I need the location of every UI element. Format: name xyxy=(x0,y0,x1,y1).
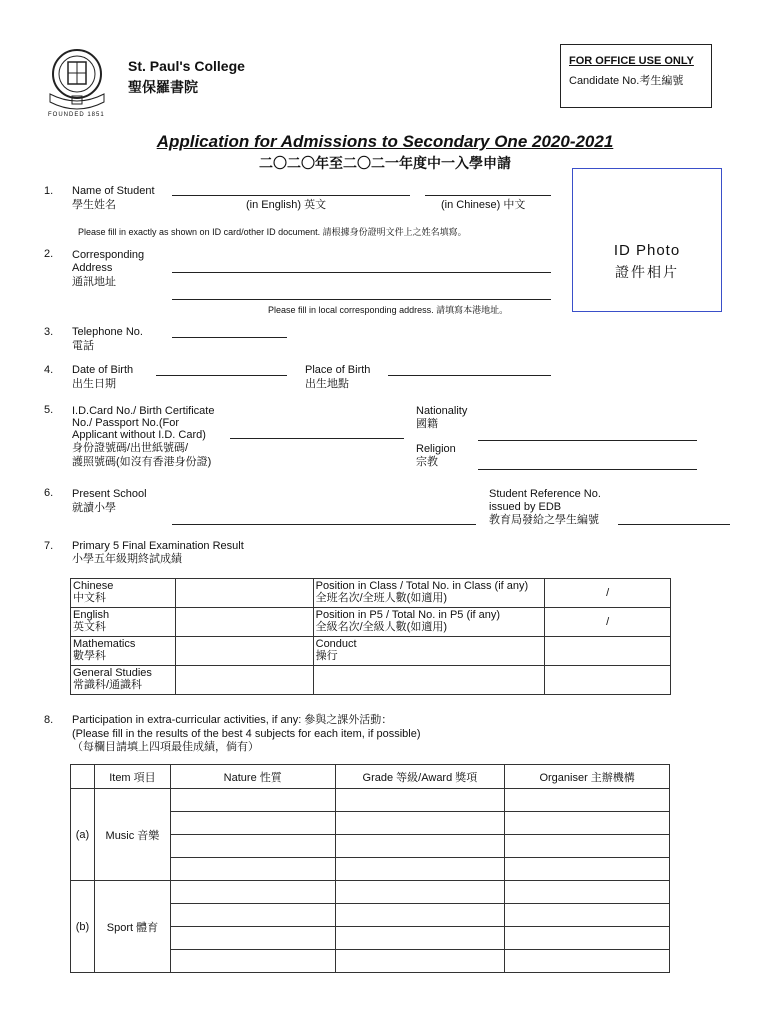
religion-field[interactable] xyxy=(478,469,697,470)
conduct-label-en: Conduct xyxy=(315,638,357,650)
subject-zh: 英文科 xyxy=(73,621,106,633)
header-nature: Nature 性質 xyxy=(170,765,335,789)
organiser-cell[interactable] xyxy=(505,835,670,858)
q1-label-en: Name of Student xyxy=(72,185,155,197)
grade-cell[interactable] xyxy=(335,881,505,904)
form-title-en: Application for Admissions to Secondary One 2020-2021 xyxy=(156,132,614,151)
table-row xyxy=(71,608,671,637)
q6-label-en: Present School xyxy=(72,488,147,500)
grade-cell[interactable] xyxy=(335,858,505,881)
score-cell[interactable] xyxy=(175,608,313,637)
table-row xyxy=(71,637,671,666)
q5-label-1: I.D.Card No./ Birth Certificate xyxy=(72,405,215,417)
organiser-cell[interactable] xyxy=(505,858,670,881)
ref-label-3: 教育局發給之學生編號 xyxy=(489,514,599,526)
subject-zh: 中文科 xyxy=(73,592,106,604)
q8-label-2: (Please fill in the results of the best 4 subjects for each item, if possible) xyxy=(72,728,421,740)
q5-label-2: No./ Passport No.(For xyxy=(72,417,179,429)
table-row xyxy=(71,789,670,812)
form-title-zh: 二〇二〇年至二〇二一年度中一入學申請 xyxy=(259,155,511,171)
nature-cell[interactable] xyxy=(170,881,335,904)
q7-label-zh: 小學五年級期終試成績 xyxy=(72,553,182,565)
name-english-field[interactable] xyxy=(172,195,410,196)
q2-label-1: Corresponding xyxy=(72,249,145,261)
school-name-en: St. Paul's College xyxy=(128,58,245,74)
pob-label-zh: 出生地點 xyxy=(305,378,349,390)
score-cell[interactable] xyxy=(175,666,313,695)
candidate-no-label: Candidate No.考生編號 xyxy=(569,75,684,87)
nationality-label-zh: 國籍 xyxy=(416,418,438,430)
q4-number: 4. xyxy=(44,364,54,376)
score-cell[interactable] xyxy=(175,637,313,666)
q1-label-zh: 學生姓名 xyxy=(72,199,116,211)
q4-label-zh: 出生日期 xyxy=(72,378,116,390)
position-label-zh: 全班名次/全班人數(如適用) xyxy=(315,592,448,604)
position-value: / xyxy=(606,616,610,628)
q5-label-4: 身份證號碼/出世紙號碼/ xyxy=(72,442,189,454)
q2-label-2: Address xyxy=(72,262,113,274)
grade-cell[interactable] xyxy=(335,904,505,927)
header-blank xyxy=(71,765,95,789)
table-row xyxy=(71,579,671,608)
subject-en: Chinese xyxy=(73,580,114,592)
q2-label-zh: 通訊地址 xyxy=(72,276,116,288)
school-name-zh: 聖保羅書院 xyxy=(128,79,198,95)
nature-cell[interactable] xyxy=(170,904,335,927)
q3-label-en: Telephone No. xyxy=(72,326,143,338)
subject-en: General Studies xyxy=(73,667,152,679)
dob-field[interactable] xyxy=(156,375,287,376)
table-row xyxy=(71,666,671,695)
religion-label-en: Religion xyxy=(416,443,456,455)
subject-cell xyxy=(71,608,176,637)
grade-cell[interactable] xyxy=(335,950,505,973)
position-value: / xyxy=(606,587,610,599)
header-grade: Grade 等級/Award 獎項 xyxy=(335,765,505,789)
empty-cell xyxy=(313,666,545,695)
nature-cell[interactable] xyxy=(170,789,335,812)
religion-label-zh: 宗教 xyxy=(416,456,438,468)
q8-label-1: Participation in extra-curricular activities, if any: 參與之課外活動： xyxy=(72,714,393,726)
grade-cell[interactable] xyxy=(335,812,505,835)
id-number-field[interactable] xyxy=(230,438,404,439)
q8-number: 8. xyxy=(44,714,54,726)
group-item: Music 音樂 xyxy=(94,789,170,881)
present-school-field[interactable] xyxy=(172,524,476,525)
subject-cell xyxy=(71,666,176,695)
position-label-zh: 全級名次/全級人數(如適用) xyxy=(315,621,448,633)
in-chinese-label: (in Chinese) 中文 xyxy=(441,199,526,211)
organiser-cell[interactable] xyxy=(505,950,670,973)
name-chinese-field[interactable] xyxy=(425,195,551,196)
grade-cell[interactable] xyxy=(335,789,505,812)
nature-cell[interactable] xyxy=(170,927,335,950)
subject-zh: 常識科/通識科 xyxy=(73,679,143,691)
id-photo-box[interactable] xyxy=(572,168,722,312)
office-use-box xyxy=(560,44,712,108)
q2-number: 2. xyxy=(44,248,54,260)
position-value-cell[interactable] xyxy=(545,579,671,608)
office-use-title: FOR OFFICE USE ONLY xyxy=(569,55,694,67)
organiser-cell[interactable] xyxy=(505,789,670,812)
header-item: Item 項目 xyxy=(94,765,170,789)
address-field-1[interactable] xyxy=(172,272,551,273)
nature-cell[interactable] xyxy=(170,858,335,881)
header-organiser: Organiser 主辦機構 xyxy=(505,765,670,789)
q5-number: 5. xyxy=(44,404,54,416)
in-english-label: (in English) 英文 xyxy=(246,199,327,211)
ref-label-1: Student Reference No. xyxy=(489,488,601,500)
nature-cell[interactable] xyxy=(170,812,335,835)
organiser-cell[interactable] xyxy=(505,812,670,835)
table-header-row xyxy=(71,765,670,789)
pob-field[interactable] xyxy=(388,375,551,376)
q7-number: 7. xyxy=(44,540,54,552)
telephone-field[interactable] xyxy=(172,337,287,338)
q5-label-3: Applicant without I.D. Card) xyxy=(72,429,206,441)
grade-cell[interactable] xyxy=(335,927,505,950)
founded-text: FOUNDED 1851 xyxy=(48,112,105,118)
id-photo-label-zh: 證件相片 xyxy=(615,264,679,280)
subject-en: Mathematics xyxy=(73,638,136,650)
q6-label-zh: 就讀小學 xyxy=(72,502,116,514)
student-ref-field[interactable] xyxy=(618,524,730,525)
subject-cell xyxy=(71,579,176,608)
position-label-en: Position in Class / Total No. in Class (if any) xyxy=(315,580,529,592)
empty-cell xyxy=(545,666,671,695)
group-letter: (a) xyxy=(71,789,95,881)
organiser-cell[interactable] xyxy=(505,881,670,904)
nationality-field[interactable] xyxy=(478,440,697,441)
eca-table xyxy=(70,764,670,973)
subject-cell xyxy=(71,637,176,666)
school-crest xyxy=(44,44,110,122)
organiser-cell[interactable] xyxy=(505,904,670,927)
subject-en: English xyxy=(73,609,110,621)
q1-number: 1. xyxy=(44,185,54,197)
position-label-cell xyxy=(313,579,545,608)
q3-label-zh: 電話 xyxy=(72,340,94,352)
q4-label-en: Date of Birth xyxy=(72,364,134,376)
q7-label-en: Primary 5 Final Examination Result xyxy=(72,540,244,552)
exam-results-table xyxy=(70,578,671,695)
nationality-label-en: Nationality xyxy=(416,405,468,417)
group-letter: (b) xyxy=(71,881,95,973)
pob-label-en: Place of Birth xyxy=(305,364,371,376)
table-row xyxy=(71,881,670,904)
position-label-en: Position in P5 / Total No. in P5 (if any) xyxy=(315,609,501,621)
q8-label-3: （每欄目請填上四項最佳成績，倘有） xyxy=(72,741,259,753)
q5-label-5: 護照號碼(如沒有香港身份證) xyxy=(72,456,212,468)
subject-zh: 數學科 xyxy=(73,650,106,662)
nature-cell[interactable] xyxy=(170,950,335,973)
q1-note: Please fill in exactly as shown on ID card/other ID document. 請根據身份證明文件上之姓名填寫。 xyxy=(78,227,467,237)
position-value-cell[interactable] xyxy=(545,608,671,637)
conduct-label-zh: 操行 xyxy=(315,650,338,662)
conduct-value-cell[interactable] xyxy=(545,637,671,666)
ref-label-2: issued by EDB xyxy=(489,501,562,513)
organiser-cell[interactable] xyxy=(505,927,670,950)
grade-cell[interactable] xyxy=(335,835,505,858)
q6-number: 6. xyxy=(44,487,54,499)
q2-note: Please fill in local corresponding address. 請填寫本港地址。 xyxy=(268,305,509,315)
group-item: Sport 體育 xyxy=(94,881,170,973)
nature-cell[interactable] xyxy=(170,835,335,858)
q3-number: 3. xyxy=(44,326,54,338)
id-photo-label-en: ID Photo xyxy=(613,242,681,259)
address-field-2[interactable] xyxy=(172,299,551,300)
position-label-cell xyxy=(313,608,545,637)
conduct-label-cell xyxy=(313,637,545,666)
score-cell[interactable] xyxy=(175,579,313,608)
